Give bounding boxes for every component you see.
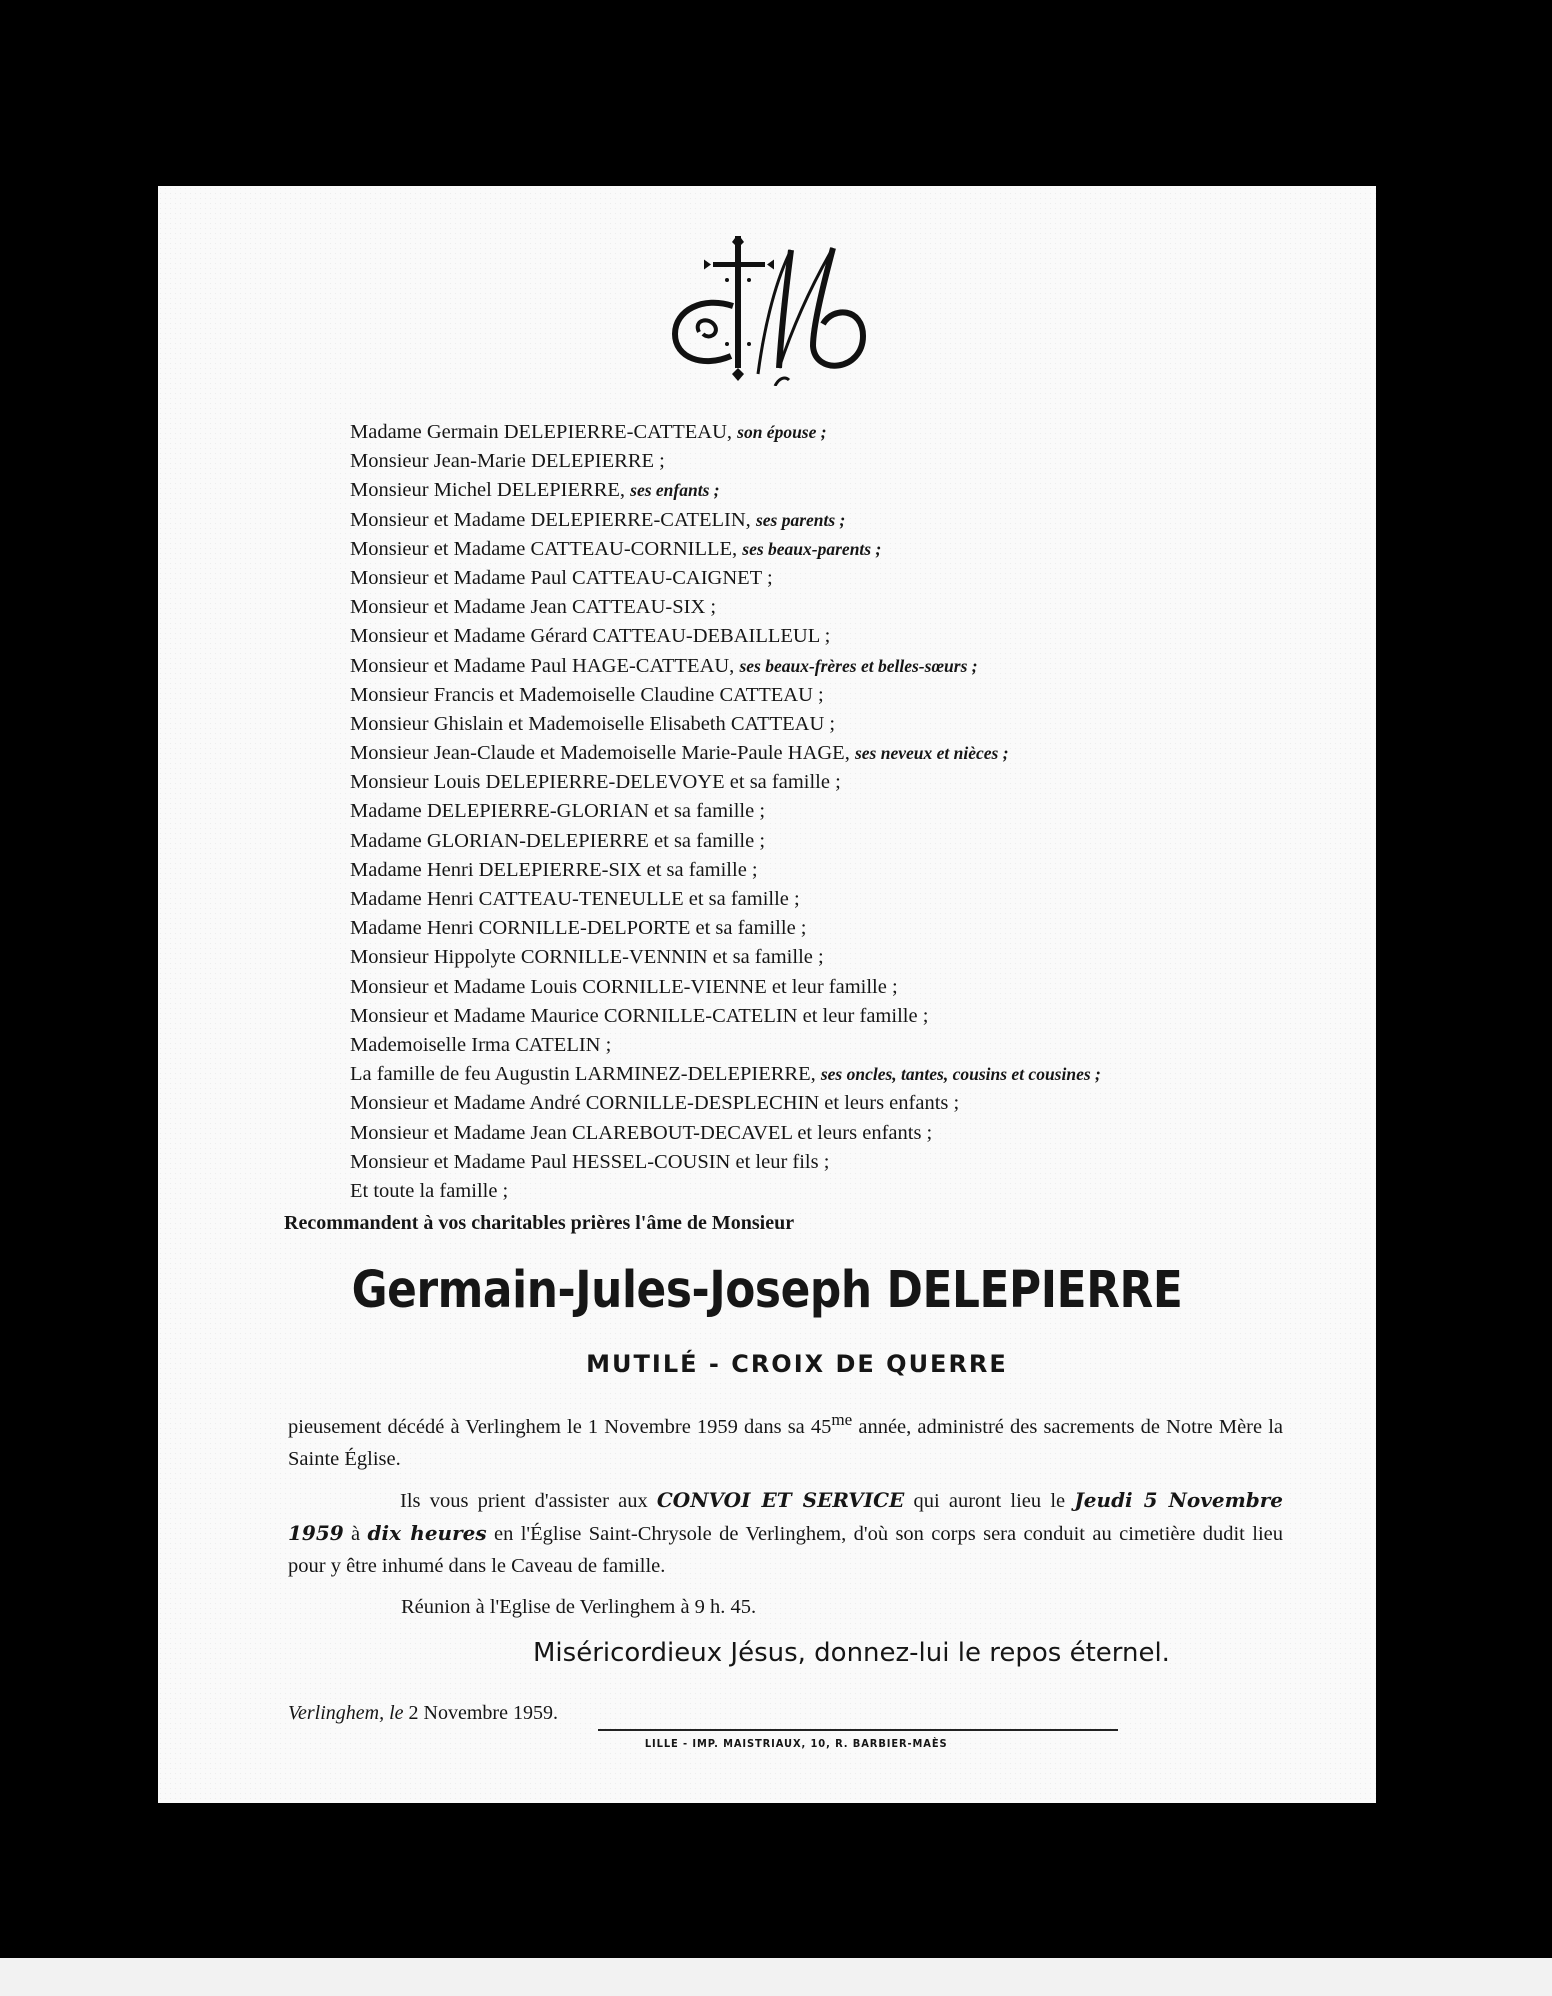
relative-text: Monsieur et Madame Paul HESSEL-COUSIN et leur fils ; bbox=[350, 1150, 830, 1173]
relative-line bbox=[350, 535, 1350, 564]
relative-line bbox=[350, 622, 1350, 651]
relative-line bbox=[350, 1119, 1350, 1148]
relative-line bbox=[350, 506, 1350, 535]
relative-line bbox=[350, 710, 1350, 739]
relative-line bbox=[350, 885, 1350, 914]
relative-text: Monsieur et Madame Jean CLAREBOUT-DECAVEL et leurs enfants ; bbox=[350, 1121, 933, 1144]
convoi-text: à bbox=[343, 1523, 368, 1545]
relative-line bbox=[350, 564, 1350, 593]
relative-text: Madame Henri CORNILLE-DELPORTE et sa famille ; bbox=[350, 917, 807, 940]
relative-text: Monsieur et Madame Louis CORNILLE-VIENNE et leur famille ; bbox=[350, 975, 898, 998]
relative-text: Madame Germain DELEPIERRE-CATTEAU, bbox=[350, 421, 733, 443]
relative-text: Monsieur Francis et Mademoiselle Claudine CATTEAU ; bbox=[350, 683, 824, 706]
relation-label: ses parents ; bbox=[755, 509, 846, 530]
funeral-notice-sheet bbox=[158, 186, 1376, 1803]
relative-text: Mademoiselle Irma CATELIN ; bbox=[350, 1033, 612, 1056]
relative-line bbox=[350, 681, 1350, 710]
relative-text: Monsieur et Madame Gérard CATTEAU-DEBAILLEUL ; bbox=[350, 625, 831, 648]
prayer-line: Miséricordieux Jésus, donnez-lui le repos éternel. bbox=[533, 1638, 1170, 1668]
deceased-name: Germain-Jules-Joseph DELEPIERRE bbox=[351, 1261, 1183, 1320]
relation-label: ses beaux-frères et belles-sœurs ; bbox=[739, 655, 978, 676]
relative-text: Madame Henri CATTEAU-TENEULLE et sa famille ; bbox=[350, 888, 800, 910]
deceased-distinction: MUTILÉ - CROIX DE QUERRE bbox=[586, 1350, 1008, 1378]
convoi-date: Jeudi 5 Novembre 1959 bbox=[288, 1488, 1284, 1545]
relative-text: Monsieur Ghislain et Mademoiselle Elisabeth CATTEAU ; bbox=[350, 712, 836, 735]
place-date-line bbox=[288, 1702, 558, 1725]
relative-line bbox=[350, 1177, 1350, 1206]
relative-text: Et toute la famille ; bbox=[350, 1179, 509, 1202]
place: Verlinghem, le bbox=[288, 1702, 404, 1724]
convoi-paragraph bbox=[288, 1484, 1283, 1582]
relative-line bbox=[350, 797, 1350, 826]
relatives-list bbox=[350, 418, 1350, 1206]
intro-line: Recommandent à vos charitables prières l'âme de Monsieur bbox=[284, 1212, 795, 1234]
relative-line bbox=[350, 593, 1350, 622]
relative-text: Monsieur et Madame CATTEAU-CORNILLE, bbox=[350, 537, 738, 560]
death-notice-paragraph bbox=[288, 1404, 1283, 1475]
relative-text: Madame GLORIAN-DELEPIERRE et sa famille ; bbox=[350, 829, 766, 852]
relative-text: Monsieur Michel DELEPIERRE, bbox=[350, 479, 626, 502]
death-notice-text-end: année, administré des sacrements de Notre Mère la Sainte Église. bbox=[288, 1415, 1283, 1470]
relative-text: Monsieur et Madame Jean CATTEAU-SIX ; bbox=[350, 596, 717, 619]
printer-imprint: LILLE - IMP. MAISTRIAUX, 10, R. BARBIER-MAÈS bbox=[644, 1737, 948, 1750]
relation-label: ses enfants ; bbox=[630, 480, 720, 501]
convoi-text: en l'Église Saint-Chrysole de Verlinghem, d'où son corps sera conduit au cimetière dudit lieu pour y être inhumé dans le Caveau de famille. bbox=[288, 1523, 1283, 1577]
relative-text: Monsieur et Madame André CORNILLE-DESPLECHIN et leurs enfants ; bbox=[350, 1092, 960, 1115]
relative-text: Monsieur Louis DELEPIERRE-DELEVOYE et sa famille ; bbox=[350, 771, 841, 794]
relative-line bbox=[350, 973, 1350, 1002]
relative-text: Monsieur et Madame Paul HAGE-CATTEAU, bbox=[350, 654, 735, 677]
relative-line bbox=[350, 1089, 1350, 1118]
relative-line bbox=[350, 418, 1350, 447]
relative-line bbox=[350, 739, 1350, 768]
relative-line bbox=[350, 914, 1350, 943]
relative-line bbox=[350, 1002, 1350, 1031]
relative-text: Madame DELEPIERRE-GLORIAN et sa famille ; bbox=[350, 800, 766, 823]
relative-line bbox=[350, 1031, 1350, 1060]
relative-line bbox=[350, 1060, 1350, 1089]
relation-label: ses beaux-parents ; bbox=[742, 538, 882, 559]
relative-text: Monsieur et Madame DELEPIERRE-CATELIN, bbox=[350, 508, 751, 531]
date: 2 Novembre 1959. bbox=[408, 1702, 558, 1724]
relative-line bbox=[350, 768, 1350, 797]
convoi-service-label: CONVOI ET SERVICE bbox=[656, 1488, 905, 1512]
relation-label: ses oncles, tantes, cousins et cousines ; bbox=[820, 1064, 1101, 1085]
relative-text: Monsieur Hippolyte CORNILLE-VENNIN et sa famille ; bbox=[350, 946, 824, 969]
relative-line bbox=[350, 447, 1350, 476]
age-suffix: me bbox=[831, 1410, 853, 1429]
relative-line bbox=[350, 652, 1350, 681]
convoi-text: qui auront lieu le bbox=[904, 1490, 1075, 1512]
convoi-text: Ils vous prient d'assister aux bbox=[400, 1490, 657, 1512]
relative-line bbox=[350, 856, 1350, 885]
relative-line bbox=[350, 943, 1350, 972]
reunion-line: Réunion à l'Eglise de Verlinghem à 9 h. 45. bbox=[401, 1596, 757, 1618]
printer-divider bbox=[598, 1729, 1118, 1731]
convoi-time: dix heures bbox=[367, 1521, 487, 1545]
death-notice-text: pieusement décédé à Verlinghem le 1 Novembre 1959 dans sa 45 bbox=[288, 1415, 832, 1438]
relative-text: Monsieur Jean-Claude et Mademoiselle Marie-Paule HAGE, bbox=[350, 742, 850, 765]
cross-monogram-icon bbox=[663, 236, 873, 386]
relative-text: Madame Henri DELEPIERRE-SIX et sa famille ; bbox=[350, 858, 758, 881]
relative-text: Monsieur et Madame Maurice CORNILLE-CATELIN et leur famille ; bbox=[350, 1004, 929, 1027]
scan-bottom-strip bbox=[0, 1958, 1552, 1996]
relation-label: son épouse ; bbox=[737, 422, 827, 442]
relative-text: La famille de feu Augustin LARMINEZ-DELEPIERRE, bbox=[350, 1063, 816, 1086]
relative-line bbox=[350, 476, 1350, 505]
relation-label: ses neveux et nièces ; bbox=[854, 743, 1009, 764]
relative-text: Monsieur Jean-Marie DELEPIERRE ; bbox=[350, 450, 665, 473]
relative-text: Monsieur et Madame Paul CATTEAU-CAIGNET ; bbox=[350, 566, 773, 589]
relative-line bbox=[350, 827, 1350, 856]
relative-line bbox=[350, 1148, 1350, 1177]
